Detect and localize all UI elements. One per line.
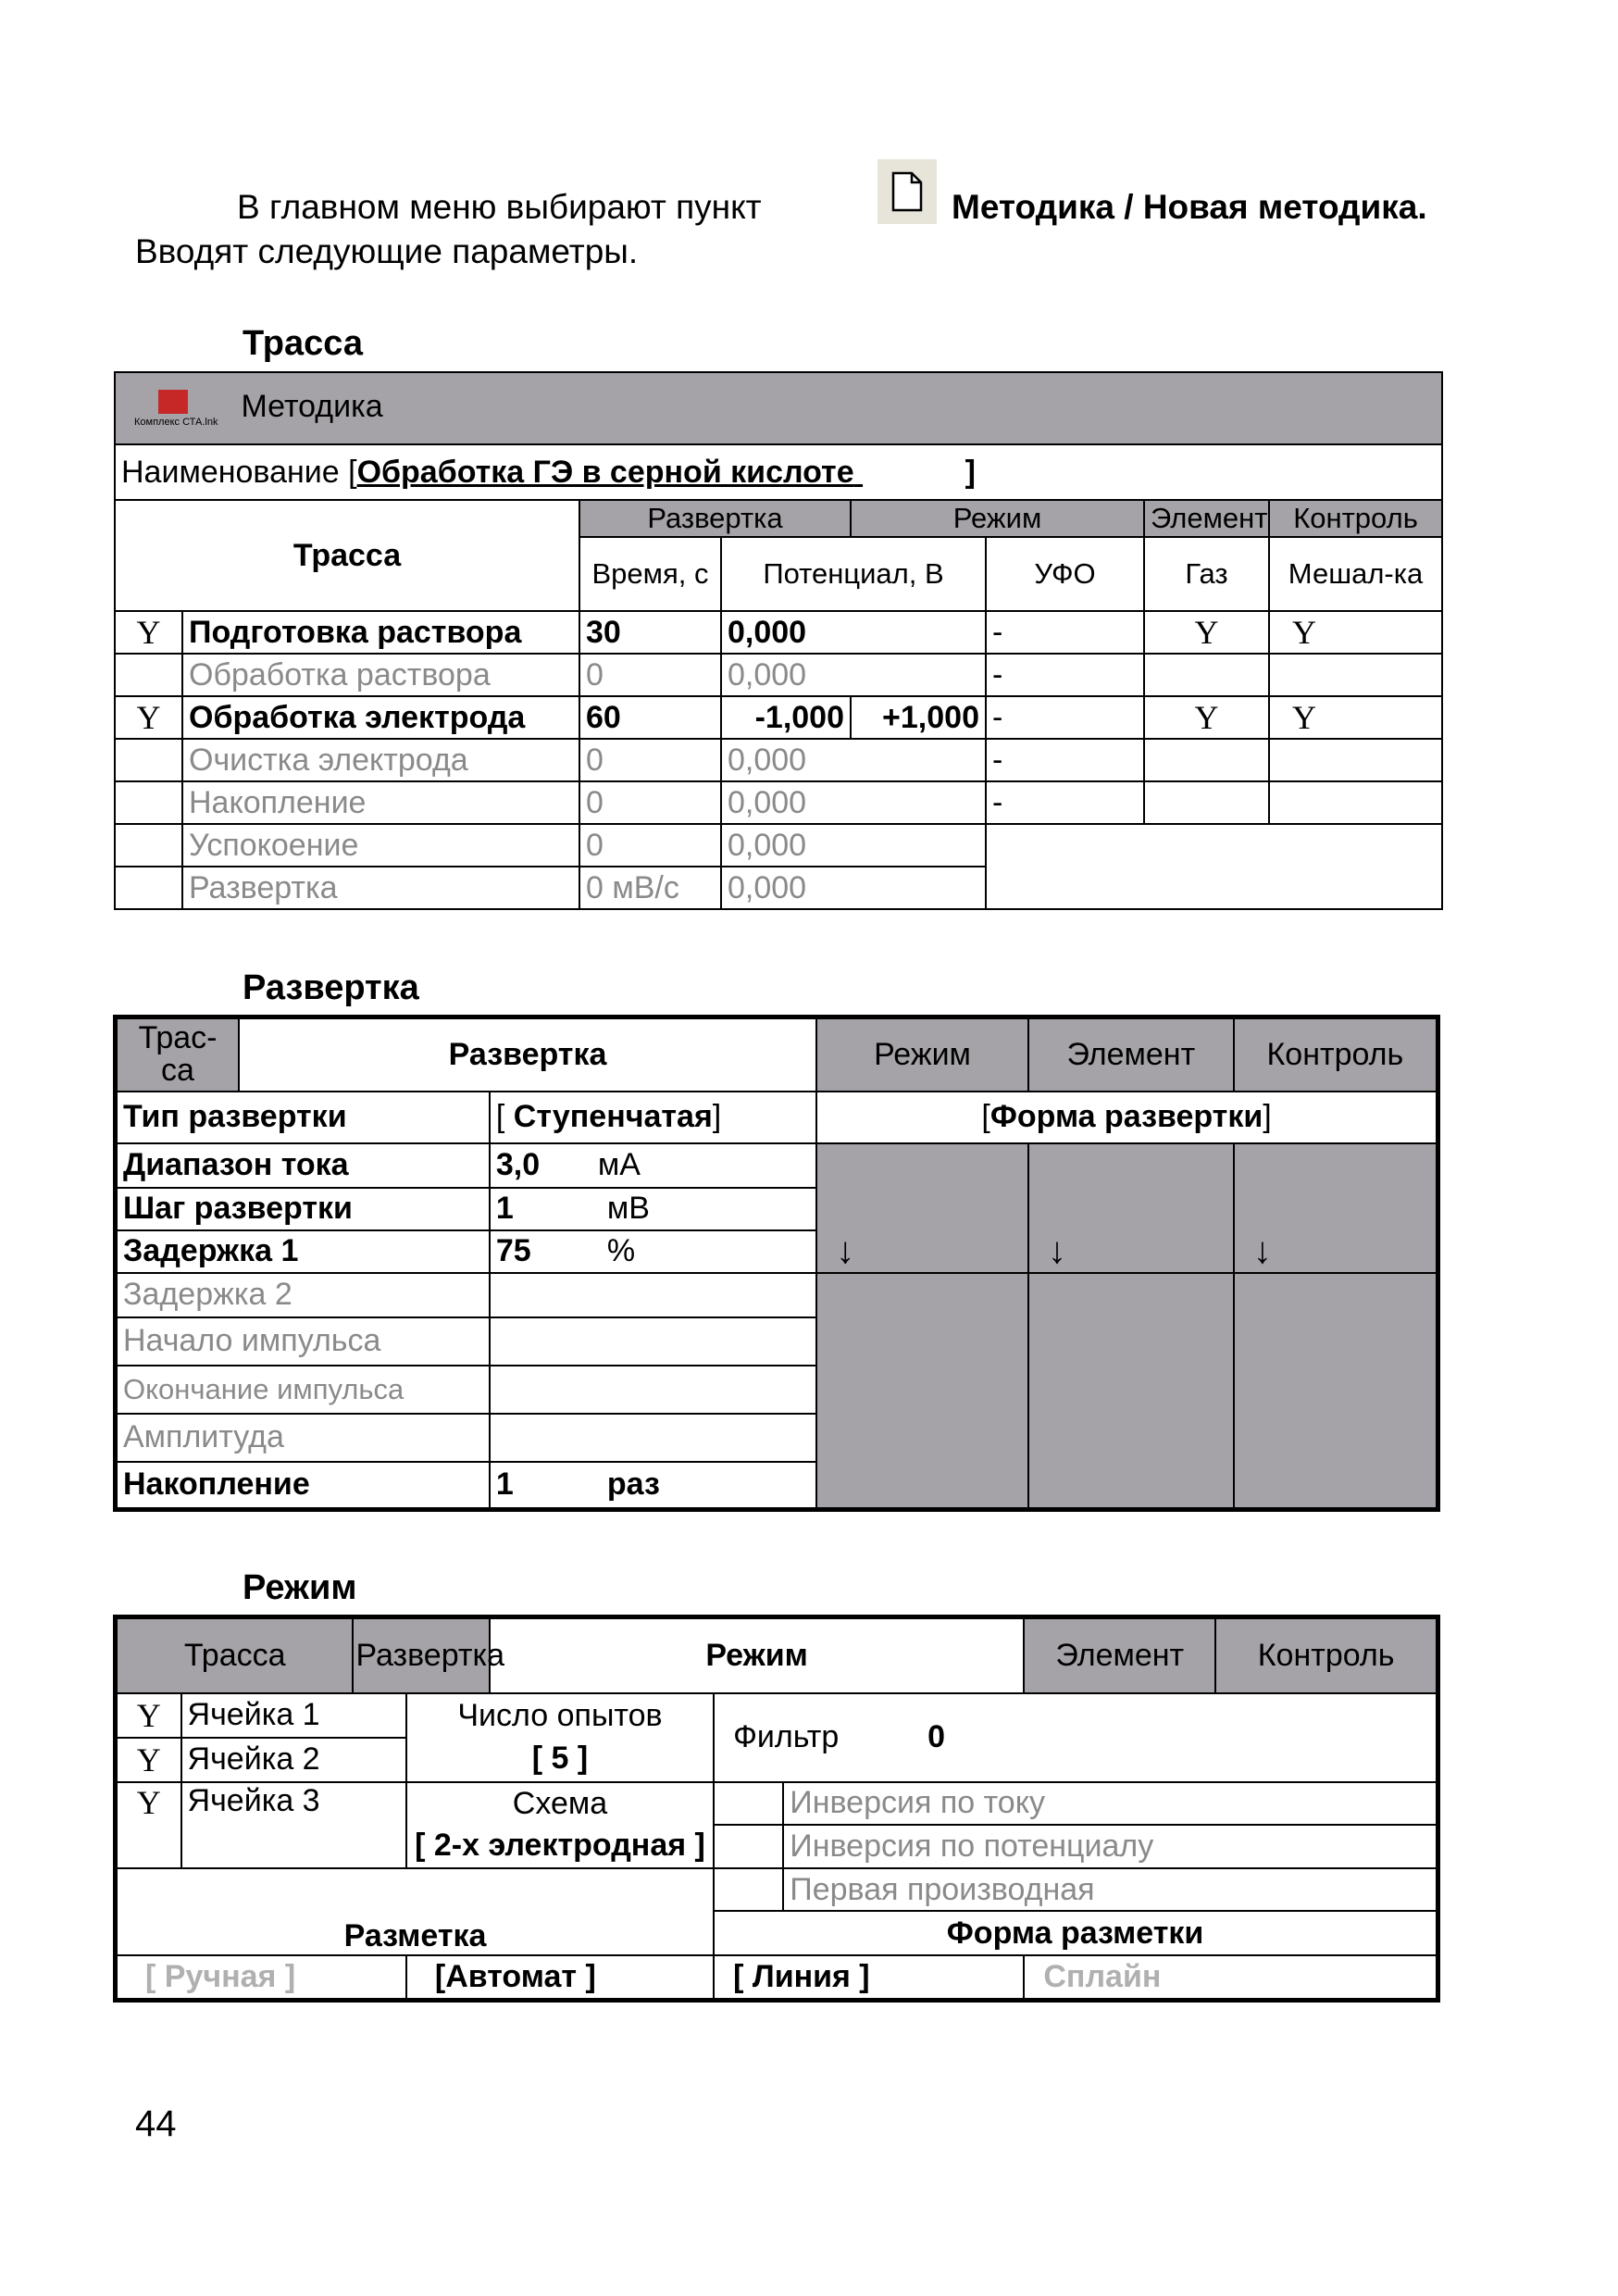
step-time[interactable]: 0: [579, 739, 721, 781]
cell-label: Ячейка 3: [181, 1782, 406, 1869]
param-label: Задержка 1: [116, 1230, 490, 1273]
param-label: Амплитуда: [116, 1414, 490, 1462]
step-checkbox[interactable]: [115, 781, 182, 824]
param-label: Накопление: [116, 1462, 490, 1510]
markup-auto-button[interactable]: [Автомат ]: [406, 1955, 714, 2000]
tab-trassa[interactable]: Трас-са: [116, 1017, 239, 1092]
page-number: 44: [135, 2103, 177, 2144]
method-name-field[interactable]: Обработка ГЭ в серной кислоте: [356, 454, 854, 490]
table-row: [115, 781, 1442, 824]
new-document-icon: [877, 159, 937, 224]
step-checkbox[interactable]: [115, 739, 182, 781]
step-name: Обработка электрода: [182, 696, 579, 739]
col-gas-header: Газ: [1144, 537, 1269, 611]
window-title-bar: [115, 372, 1442, 444]
cell-label: Ячейка 1: [181, 1693, 406, 1738]
step-gas[interactable]: Y: [1144, 611, 1269, 654]
tab-rezhim[interactable]: Режим: [851, 500, 1144, 537]
markup-form-label: Форма разметки: [714, 1911, 1438, 1955]
cell-checkbox[interactable]: Y: [116, 1782, 181, 1869]
intro-line-1: [237, 185, 762, 230]
tab-rezhim[interactable]: Режим: [816, 1017, 1028, 1092]
tab-trassa[interactable]: Трасса: [116, 1617, 354, 1693]
tab-kontrol[interactable]: Контроль: [1215, 1617, 1438, 1693]
tab-razvertka[interactable]: Развертка: [579, 500, 851, 537]
option-checkbox[interactable]: [714, 1868, 783, 1911]
col-mixer-header: Мешал-ка: [1269, 537, 1442, 611]
menu-path: Методика / Новая методика.: [952, 188, 1427, 226]
tab-kontrol[interactable]: Контроль: [1234, 1017, 1438, 1092]
line-form-button[interactable]: [ Линия ]: [714, 1955, 1024, 2000]
sweep-form-arrow-1: ↓: [816, 1143, 1028, 1273]
step-time[interactable]: 0: [579, 654, 721, 696]
tab-razvertka-active[interactable]: Развертка: [239, 1017, 816, 1092]
step-potential[interactable]: 0,000: [721, 611, 986, 654]
param-value[interactable]: 1 мВ: [490, 1188, 816, 1230]
sweep-form-arrow-3: ↓: [1234, 1143, 1438, 1273]
step-time[interactable]: 60: [579, 696, 721, 739]
param-label: Задержка 2: [116, 1273, 490, 1317]
param-value[interactable]: 3,0 мА: [490, 1143, 816, 1188]
rezhim-table: [113, 1615, 1440, 2003]
step-name: Очистка электрода: [182, 739, 579, 781]
col-ufo-header: УФО: [986, 537, 1144, 611]
param-label: Диапазон тока: [116, 1143, 490, 1188]
sweep-type-label: Тип развертки: [116, 1092, 490, 1143]
tab-razvertka[interactable]: Развертка: [353, 1617, 489, 1693]
step-gas[interactable]: [1144, 739, 1269, 781]
intro-text: В главном меню выбирают пункт: [237, 188, 762, 226]
trassa-table: [114, 371, 1443, 910]
razvertka-table: [113, 1015, 1440, 1512]
section-heading-rezhim: Режим: [243, 1568, 357, 1607]
option-label: Первая производная: [783, 1868, 1438, 1911]
step-ufo[interactable]: -: [986, 781, 1144, 824]
param-value[interactable]: [490, 1317, 816, 1366]
section-heading-razvertka: Развертка: [243, 968, 419, 1007]
option-checkbox[interactable]: [714, 1782, 783, 1826]
filter-field[interactable]: Фильтр 0: [714, 1693, 1438, 1782]
step-gas[interactable]: [1144, 781, 1269, 824]
option-label: Инверсия по току: [783, 1782, 1438, 1826]
param-value[interactable]: 75 %: [490, 1230, 816, 1273]
step-name: Накопление: [182, 781, 579, 824]
col-time-header: Время, с: [579, 537, 721, 611]
step-name: Успокоение: [182, 824, 579, 867]
step-time[interactable]: 30: [579, 611, 721, 654]
step-potential[interactable]: 0,000: [721, 824, 986, 867]
step-time[interactable]: 0 мВ/с: [579, 867, 721, 909]
step-ufo[interactable]: -: [986, 611, 1144, 654]
markup-label: Разметка: [116, 1868, 715, 1955]
sweep-form-panel-1: [816, 1273, 1028, 1510]
tab-element[interactable]: Элемент: [1144, 500, 1269, 537]
step-gas[interactable]: [1144, 654, 1269, 696]
step-checkbox[interactable]: [115, 654, 182, 696]
step-checkbox[interactable]: Y: [115, 696, 182, 739]
step-checkbox[interactable]: [115, 867, 182, 909]
spline-form-button[interactable]: Сплайн: [1024, 1955, 1438, 2000]
step-mixer[interactable]: [1269, 739, 1442, 781]
sweep-form-panel-2: [1028, 1273, 1234, 1510]
param-value[interactable]: [490, 1414, 816, 1462]
step-ufo[interactable]: -: [986, 696, 1144, 739]
cell-checkbox[interactable]: Y: [116, 1738, 181, 1782]
param-label: Шаг развертки: [116, 1188, 490, 1230]
tab-element[interactable]: Элемент: [1028, 1017, 1234, 1092]
param-label: Окончание импульса: [116, 1366, 490, 1414]
tab-rezhim-active[interactable]: Режим: [490, 1617, 1025, 1693]
step-name: Развертка: [182, 867, 579, 909]
table-row: [115, 654, 1442, 696]
step-mixer[interactable]: [1269, 781, 1442, 824]
step-mixer[interactable]: [1269, 654, 1442, 696]
markup-manual-button[interactable]: [ Ручная ]: [116, 1955, 406, 2000]
step-potential[interactable]: 0,000: [721, 867, 986, 909]
table-row: [116, 1143, 1438, 1188]
empty-area: [986, 824, 1442, 909]
step-time[interactable]: 0: [579, 781, 721, 824]
step-checkbox[interactable]: [115, 824, 182, 867]
step-ufo[interactable]: -: [986, 654, 1144, 696]
sweep-form-arrow-2: ↓: [1028, 1143, 1234, 1273]
sweep-type-select[interactable]: [ Ступенчатая]: [490, 1092, 816, 1143]
param-value[interactable]: 1 раз: [490, 1462, 816, 1510]
tab-kontrol[interactable]: Контроль: [1269, 500, 1442, 537]
step-name: Подготовка раствора: [182, 611, 579, 654]
table-row: [116, 1273, 1438, 1317]
step-name: Обработка раствора: [182, 654, 579, 696]
col-trassa-header: Трасса: [115, 500, 579, 611]
intro-line-2: Вводят следующие параметры.: [135, 232, 639, 270]
table-row: [115, 824, 1442, 867]
step-potential[interactable]: 0,000: [721, 781, 986, 824]
table-row: [115, 739, 1442, 781]
sweep-form-panel-3: [1234, 1273, 1438, 1510]
name-row: Наименование [Обработка ГЭ в серной кислоте ]: [115, 444, 1442, 500]
step-potential[interactable]: 0,000: [721, 739, 986, 781]
step-potential-start[interactable]: -1,000: [721, 696, 851, 739]
table-row: [115, 611, 1442, 654]
step-ufo[interactable]: -: [986, 739, 1144, 781]
step-gas[interactable]: Y: [1144, 696, 1269, 739]
cell-checkbox[interactable]: Y: [116, 1693, 181, 1738]
option-checkbox[interactable]: [714, 1825, 783, 1868]
option-label: Инверсия по потенциалу: [783, 1825, 1438, 1868]
cell-label: Ячейка 2: [181, 1738, 406, 1782]
runs-count-field[interactable]: Число опытов [ 5 ]: [406, 1693, 714, 1782]
table-row: [115, 696, 1442, 739]
app-logo: Комплекс СТА.lnk: [121, 390, 232, 428]
param-label: Начало импульса: [116, 1317, 490, 1366]
tab-element[interactable]: Элемент: [1024, 1617, 1215, 1693]
step-mixer[interactable]: Y: [1269, 611, 1442, 654]
scheme-field[interactable]: Схема [ 2-х электродная ]: [406, 1782, 714, 1869]
col-potential-header: Потенциал, В: [721, 537, 986, 611]
step-checkbox[interactable]: Y: [115, 611, 182, 654]
param-value[interactable]: [490, 1273, 816, 1317]
step-potential-end[interactable]: +1,000: [851, 696, 986, 739]
sweep-form-button[interactable]: [Форма развертки]: [816, 1092, 1438, 1143]
step-mixer[interactable]: Y: [1269, 696, 1442, 739]
step-potential[interactable]: 0,000: [721, 654, 986, 696]
step-time[interactable]: 0: [579, 824, 721, 867]
window-title: Методика: [241, 389, 383, 425]
section-heading-trassa: Трасса: [243, 324, 363, 363]
param-value[interactable]: [490, 1366, 816, 1414]
